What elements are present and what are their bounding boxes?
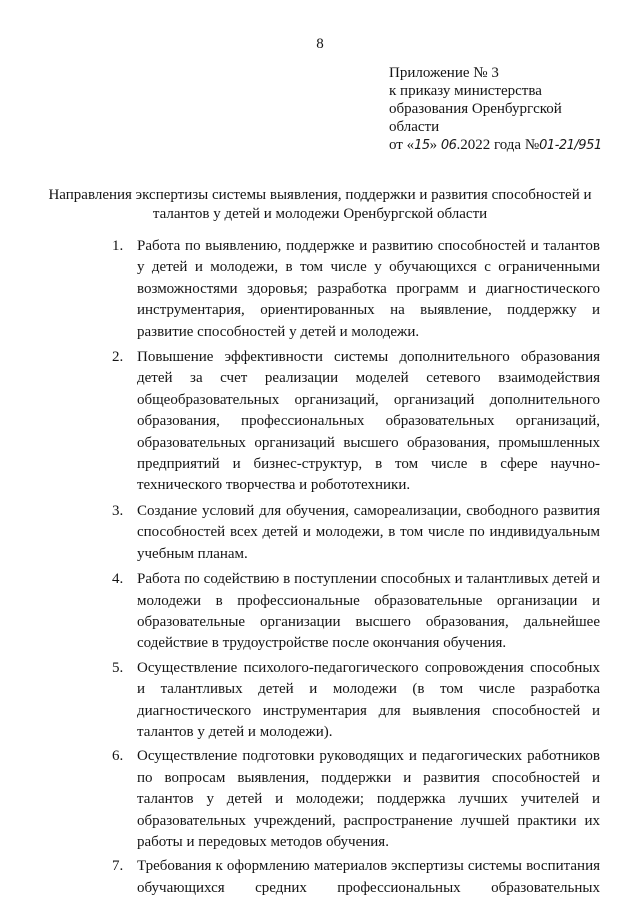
list-item-text: Осуществление психолого-педагогического сопровождения способных и талантливых детей и молодежи (в том числе разработка диагностического инструментария для выявления способностей и талантов у детей и молодежи). bbox=[137, 659, 600, 740]
list-item-number: 7. bbox=[112, 858, 124, 875]
document-title: Направления экспертизы системы выявления, поддержки и развития способностей и талантов у детей и молодежи Оренбургской области bbox=[48, 187, 592, 222]
list-item bbox=[0, 856, 640, 899]
list-item-text: Осуществление подготовки руководящих и педагогических работников по вопросам выявления, поддержки и развития способностей и талантов у детей и молодежи; поддержка лучших учителей и образовательных учреждений, распространение лучшей практики их работы и передовых методов обучения. bbox=[137, 748, 600, 850]
list-item-number: 2. bbox=[112, 349, 124, 366]
list-item-number: 5. bbox=[112, 659, 124, 676]
list-item bbox=[0, 569, 640, 655]
list-item-number: 1. bbox=[112, 238, 124, 254]
list-item bbox=[0, 746, 640, 853]
list-item bbox=[0, 236, 640, 343]
appendix-ministry: образования Оренбургской bbox=[389, 101, 562, 117]
appendix-date-line bbox=[389, 136, 629, 155]
list-item-number: 4. bbox=[112, 571, 124, 588]
appendix-header bbox=[389, 64, 629, 155]
list-item-text: Повышение эффективности системы дополнительного образования детей за счет реализации моделей сетевого взаимодействия общеобразовательных организаций, организаций дополнительного образования, профессиональных образовательных организаций, образовательных организаций высшего образования, промышленных предприятий и бизнес-структур, в том числе в сфере научно-технического творчества и робототехники. bbox=[137, 349, 600, 494]
appendix-region: области bbox=[389, 119, 440, 135]
list-item bbox=[0, 658, 640, 744]
page-number: 8 bbox=[316, 36, 324, 52]
order-number: 01-21/951 bbox=[539, 138, 602, 153]
directions-list bbox=[0, 236, 640, 899]
list-item bbox=[0, 347, 640, 497]
appendix-title: Приложение № 3 bbox=[389, 65, 499, 81]
date-prefix: от « bbox=[389, 137, 415, 153]
date-day: 15 bbox=[414, 138, 430, 153]
list-item-number: 3. bbox=[112, 502, 124, 519]
appendix-order-ref: к приказу министерства bbox=[389, 83, 542, 99]
list-item-text: Работа по содействию в поступлении способных и талантливых детей и молодежи в профессиональные образовательные организации и образовательные организации высшего образования, дальнейшее содействие в трудоустройстве после окончания обучения. bbox=[137, 571, 600, 652]
list-item-text: Работа по выявлению, поддержке и развитию способностей и талантов у детей и молодежи, в том числе у обучающихся с ограниченными возможностями здоровья; разработка программ и диагностического инструментария, ориентированных на выявление, поддержку и развитие способностей у детей и молодежи. bbox=[137, 238, 600, 340]
list-item-number: 6. bbox=[112, 748, 124, 765]
date-month: 06 bbox=[440, 138, 457, 153]
date-mid: » bbox=[429, 137, 441, 153]
list-item-text: Создание условий для обучения, самореализации, свободного развития способностей всех детей и молодежи, в том числе по индивидуальным учебным планам. bbox=[137, 502, 600, 562]
date-year: .2022 года № bbox=[456, 137, 540, 153]
list-item-text: Требования к оформлению материалов экспертизы системы воспитания обучающихся средних профессиональных образовательных bbox=[137, 858, 600, 896]
list-item bbox=[0, 501, 640, 565]
